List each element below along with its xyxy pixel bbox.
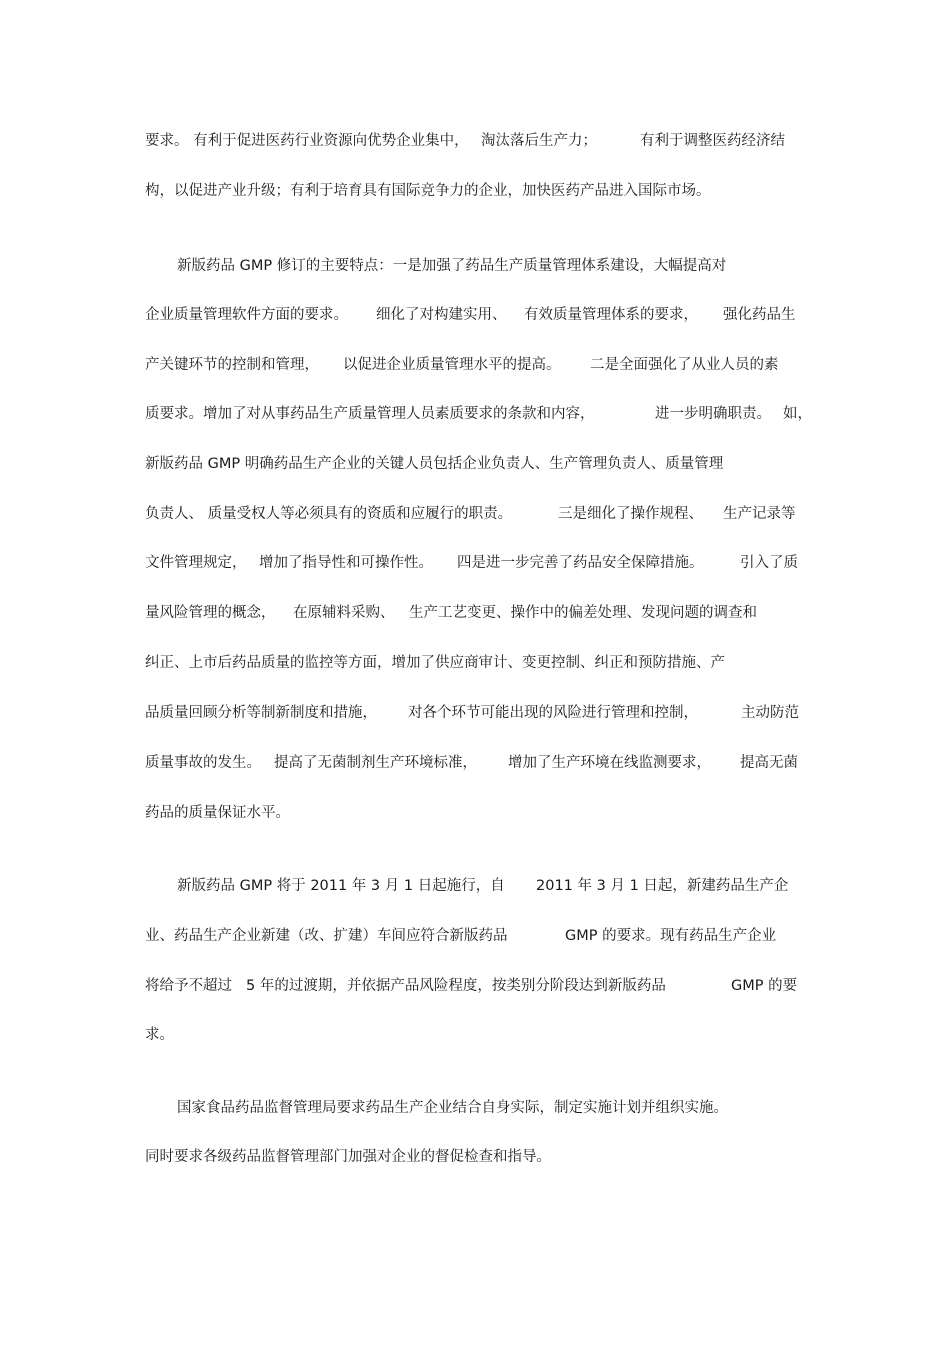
text-segment: 要求。 有利于促进医药行业资源向优势企业集中，	[145, 133, 469, 149]
text-line	[0, 702, 950, 724]
text-segment: 进一步明确职责。	[655, 406, 771, 422]
text-line	[0, 255, 950, 277]
text-line	[0, 1146, 950, 1168]
text-segment: 同时要求各级药品监督管理部门加强对企业的督促检查和指导。	[145, 1149, 551, 1165]
text-segment: 如，	[783, 406, 812, 422]
text-line	[0, 875, 950, 897]
text-segment: 5 年的过渡期，并依据产品风险程度，按类别分阶段达到新版药品	[246, 978, 666, 994]
text-segment: 负责人、 质量受权人等必须具有的资质和应履行的职责。	[145, 506, 513, 522]
text-segment: 新版药品 GMP 修订的主要特点：一是加强了药品生产质量管理体系建设，大幅提高对	[177, 258, 727, 274]
text-segment: 四是进一步完善了药品安全保障措施。	[457, 555, 704, 571]
text-segment: GMP 的要求。现有药品生产企业	[565, 928, 777, 944]
text-segment: 国家食品药品监督管理局要求药品生产企业结合自身实际，制定实施计划并组织实施。	[177, 1100, 728, 1116]
text-line	[0, 130, 950, 152]
text-line	[0, 552, 950, 574]
text-segment: 有效质量管理体系的要求，	[524, 307, 698, 323]
text-segment: 以促进企业质量管理水平的提高。	[343, 357, 561, 373]
text-segment: 淘汰落后生产力；	[481, 133, 597, 149]
text-line	[0, 752, 950, 774]
text-segment: 产关键环节的控制和管理，	[145, 357, 319, 373]
text-segment: 二是全面强化了从业人员的素	[590, 357, 779, 373]
text-segment: 提高了无菌制剂生产环境标准，	[274, 755, 477, 771]
text-segment: 增加了指导性和可操作性。	[259, 555, 433, 571]
text-segment: 量风险管理的概念，	[145, 605, 276, 621]
text-line	[0, 602, 950, 624]
text-line	[0, 403, 950, 425]
text-segment: 细化了对构建实用、	[376, 307, 507, 323]
text-segment: 新版药品 GMP 明确药品生产企业的关键人员包括企业负责人、生产管理负责人、质量管理	[145, 456, 724, 472]
text-segment: 主动防范	[741, 705, 799, 721]
text-segment: 2011 年 3 月 1 日起，新建药品生产企	[536, 878, 789, 894]
text-segment: 增加了生产环境在线监测要求，	[508, 755, 711, 771]
text-segment: 对各个环节可能出现的风险进行管理和控制，	[408, 705, 698, 721]
text-segment: 药品的质量保证水平。	[145, 805, 290, 821]
text-line	[0, 802, 950, 824]
text-segment: 构，以促进产业升级；有利于培育具有国际竞争力的企业，加快医药产品进入国际市场。	[145, 183, 711, 199]
text-segment: 生产记录等	[723, 506, 796, 522]
text-segment: 纠正、上市后药品质量的监控等方面，增加了供应商审计、变更控制、纠正和预防措施、产	[145, 655, 725, 671]
text-line	[0, 180, 950, 202]
text-segment: 提高无菌	[740, 755, 798, 771]
text-segment: 品质量回顾分析等制新制度和措施，	[145, 705, 377, 721]
text-segment: GMP 的要	[731, 978, 798, 994]
text-segment: 业、药品生产企业新建（改、扩建）车间应符合新版药品	[145, 928, 508, 944]
text-segment: 在原辅料采购、	[293, 605, 395, 621]
text-line	[0, 453, 950, 475]
text-segment: 将给予不超过	[145, 978, 232, 994]
text-segment: 质量事故的发生。	[145, 755, 261, 771]
text-segment: 文件管理规定，	[145, 555, 247, 571]
text-line	[0, 925, 950, 947]
text-segment: 强化药品生	[723, 307, 796, 323]
text-segment: 有利于调整医药经济结	[640, 133, 785, 149]
text-line	[0, 1024, 950, 1046]
text-line	[0, 354, 950, 376]
text-segment: 企业质量管理软件方面的要求。	[145, 307, 348, 323]
text-line	[0, 975, 950, 997]
text-segment: 新版药品 GMP 将于 2011 年 3 月 1 日起施行，自	[177, 878, 505, 894]
text-segment: 质要求。增加了对从事药品生产质量管理人员素质要求的条款和内容，	[145, 406, 595, 422]
text-line	[0, 304, 950, 326]
text-line	[0, 503, 950, 525]
text-segment: 三是细化了操作规程、	[558, 506, 703, 522]
text-segment: 求。	[145, 1027, 174, 1043]
text-line	[0, 1097, 950, 1119]
text-segment: 引入了质	[740, 555, 798, 571]
text-segment: 生产工艺变更、操作中的偏差处理、发现问题的调查和	[409, 605, 757, 621]
text-line	[0, 652, 950, 674]
